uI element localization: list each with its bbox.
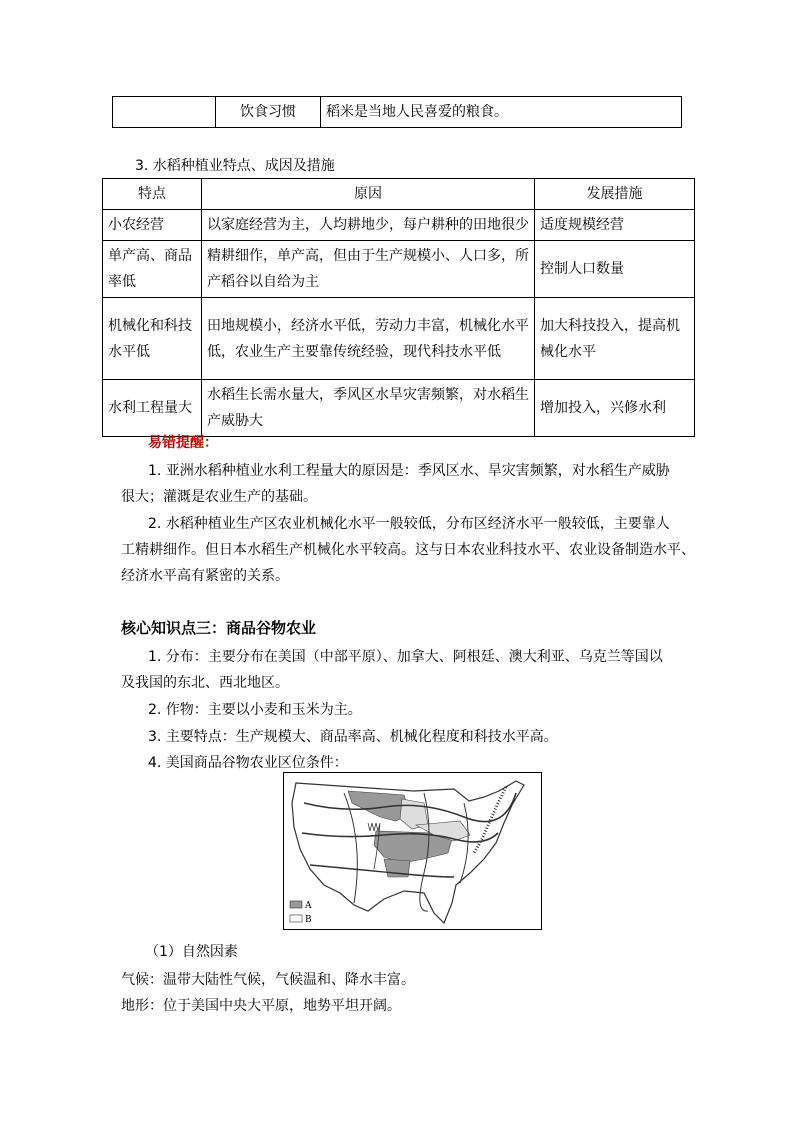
table-row <box>103 241 695 298</box>
paragraph-line: 4. 美国商品谷物农业区位条件： <box>148 755 348 771</box>
mountain-range <box>474 787 506 853</box>
reminder-line: 1. 亚洲水稻种植业水利工程量大的原因是：季风区水、旱灾害频繁，对水稻生产威胁 <box>148 463 670 479</box>
legend-swatch-b <box>290 915 302 922</box>
table-cell: 饮食习惯 <box>216 97 321 128</box>
table-row <box>113 97 682 128</box>
reminder-line: 很大；灌溉是农业生产的基础。 <box>121 489 317 505</box>
paragraph-line: 3. 主要特点：生产规模大、商品率高、机械化程度和科技水平高。 <box>148 729 558 745</box>
reminder-line: 经济水平高有紧密的关系。 <box>121 568 289 584</box>
top-table <box>112 96 682 128</box>
feature-cell: 小农经营 <box>103 210 202 241</box>
river-line <box>460 803 468 883</box>
reason-cell: 水稻生长需水量大，季风区水旱灾害频繁，对水稻生 产威胁大 <box>202 380 535 437</box>
reason-cell: 精耕细作，单产高，但由于生产规模小、人口多，所 产稻谷以自给为主 <box>202 241 535 298</box>
section-title: 3. 水稻种植业特点、成因及措施 <box>135 158 335 174</box>
table-row <box>103 210 695 241</box>
railway-line <box>310 865 454 877</box>
feature-cell: 单产高、商品 率低 <box>103 241 202 298</box>
reminder-line: 2. 水稻种植业生产区农业机械化水平一般较低，分布区经济水平一般较低，主要靠人 <box>148 516 670 532</box>
table-row <box>103 298 695 380</box>
legend-label-a: A <box>305 901 312 911</box>
reason-cell: 田地规模小，经济水平低，劳动力丰富，机械化水平 低，农业生产主要靠传统经验，现代科技水平低 <box>202 298 535 380</box>
us-agriculture-map <box>283 772 542 930</box>
paragraph-line: 气候：温带大陆性气候，气候温和、降水丰富。 <box>121 972 415 988</box>
rice-table <box>102 178 695 437</box>
paragraph-line: 2. 作物：主要以小麦和玉米为主。 <box>148 702 362 718</box>
feature-cell: 水利工程量大 <box>103 380 202 437</box>
column-header: 原因 <box>202 179 535 210</box>
legend-label-b: B <box>305 915 312 925</box>
paragraph-line: 地形：位于美国中央大平原，地势平坦开阔。 <box>121 998 401 1014</box>
measure-cell: 控制人口数量 <box>535 241 695 298</box>
subsection-title: （1）自然因素 <box>145 944 238 960</box>
column-header: 发展措施 <box>535 179 695 210</box>
map-drawing <box>284 773 541 929</box>
feature-cell: 机械化和科技 水平低 <box>103 298 202 380</box>
legend-swatch-a <box>290 901 302 908</box>
column-header: 特点 <box>103 179 202 210</box>
measure-cell: 增加投入，兴修水利 <box>535 380 695 437</box>
measure-cell: 适度规模经营 <box>535 210 695 241</box>
reminder-line: 工精耕细作。但日本水稻生产机械化水平较高。这与日本农业科技水平、农业设备制造水平、 <box>121 542 695 558</box>
table-header-row <box>103 179 695 210</box>
measure-cell: 加大科技投入，提高机 械化水平 <box>535 298 695 380</box>
paragraph-line: 及我国的东北、西北地区。 <box>121 675 289 691</box>
reminder-title: 易错提醒： <box>148 435 218 451</box>
reason-cell: 以家庭经营为主，人均耕地少，每户耕种的田地很少 <box>202 210 535 241</box>
section-heading: 核心知识点三：商品谷物农业 <box>121 619 317 637</box>
table-cell <box>113 97 216 128</box>
table-row <box>103 380 695 437</box>
table-cell: 稻米是当地人民喜爱的粮食。 <box>321 97 682 128</box>
paragraph-line: 1. 分布：主要分布在美国（中部平原）、加拿大、阿根廷、澳大利亚、乌克兰等国以 <box>148 649 663 665</box>
